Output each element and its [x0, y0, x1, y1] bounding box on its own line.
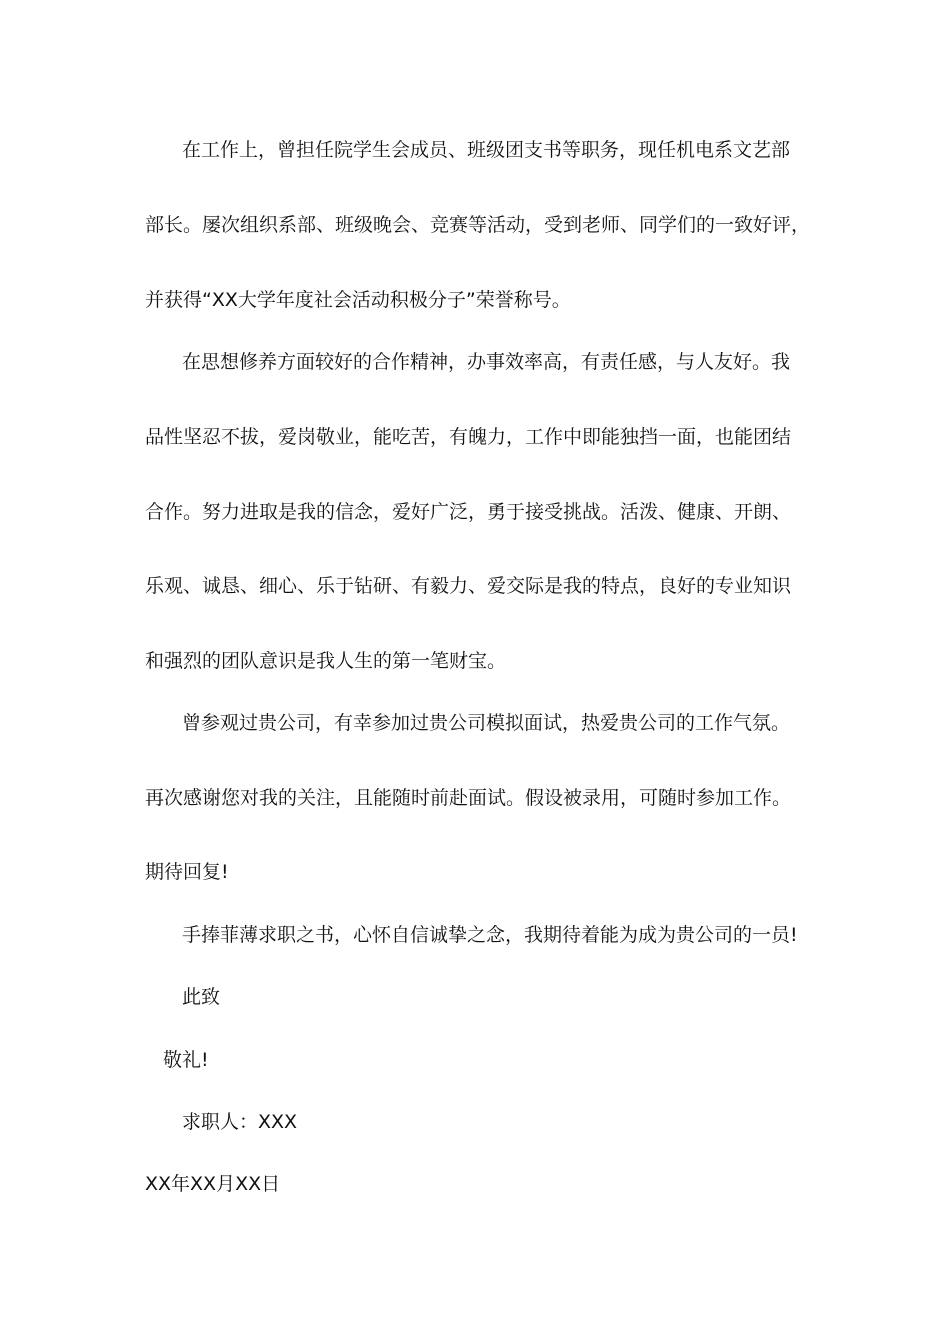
- paragraph-2-line-3: 合作。努力进取是我的信念，爱好广泛，勇于接受挑战。活泼、健康、开朗、: [145, 501, 792, 523]
- paragraph-1-line-3: 并获得“XX大学年度社会活动积极分子”荣誉称号。: [145, 289, 571, 311]
- paragraph-2-line-5: 和强烈的团队意识是我人生的第一笔财宝。: [145, 650, 507, 672]
- paragraph-2-line-4: 乐观、诚恳、细心、乐于钻研、有毅力、爱交际是我的特点，良好的专业知识: [145, 575, 792, 597]
- paragraph-3-line-2: 再次感谢您对我的关注，且能随时前赴面试。假设被录用，可随时参加工作。: [145, 787, 792, 809]
- paragraph-2-line-1: 在思想修养方面较好的合作精神，办事效率高，有责任感，与人友好。我: [182, 351, 791, 373]
- paragraph-3-line-3: 期待回复!: [145, 861, 229, 883]
- salutation-jingli: 敬礼!: [163, 1049, 209, 1071]
- salutation-cizhi: 此致: [182, 986, 221, 1008]
- closing-sentence: 手捧菲薄求职之书，心怀自信诚挚之念，我期待着能为成为贵公司的一员!: [182, 924, 798, 946]
- paragraph-1-line-1: 在工作上，曾担任院学生会成员、班级团支书等职务，现任机电系文艺部: [182, 139, 791, 161]
- date-line: XX年XX月XX日: [145, 1173, 281, 1195]
- paragraph-1-line-2: 部长。屡次组织系部、班级晚会、竞赛等活动，受到老师、同学们的一致好评，: [145, 214, 811, 236]
- paragraph-2-line-2: 品性坚忍不拔，爱岗敬业，能吃苦，有魄力，工作中即能独挡一面，也能团结: [145, 426, 792, 448]
- paragraph-3-line-1: 曾参观过贵公司，有幸参加过贵公司模拟面试，热爱贵公司的工作气氛。: [182, 712, 791, 734]
- applicant-signature: 求职人：XXX: [182, 1111, 298, 1133]
